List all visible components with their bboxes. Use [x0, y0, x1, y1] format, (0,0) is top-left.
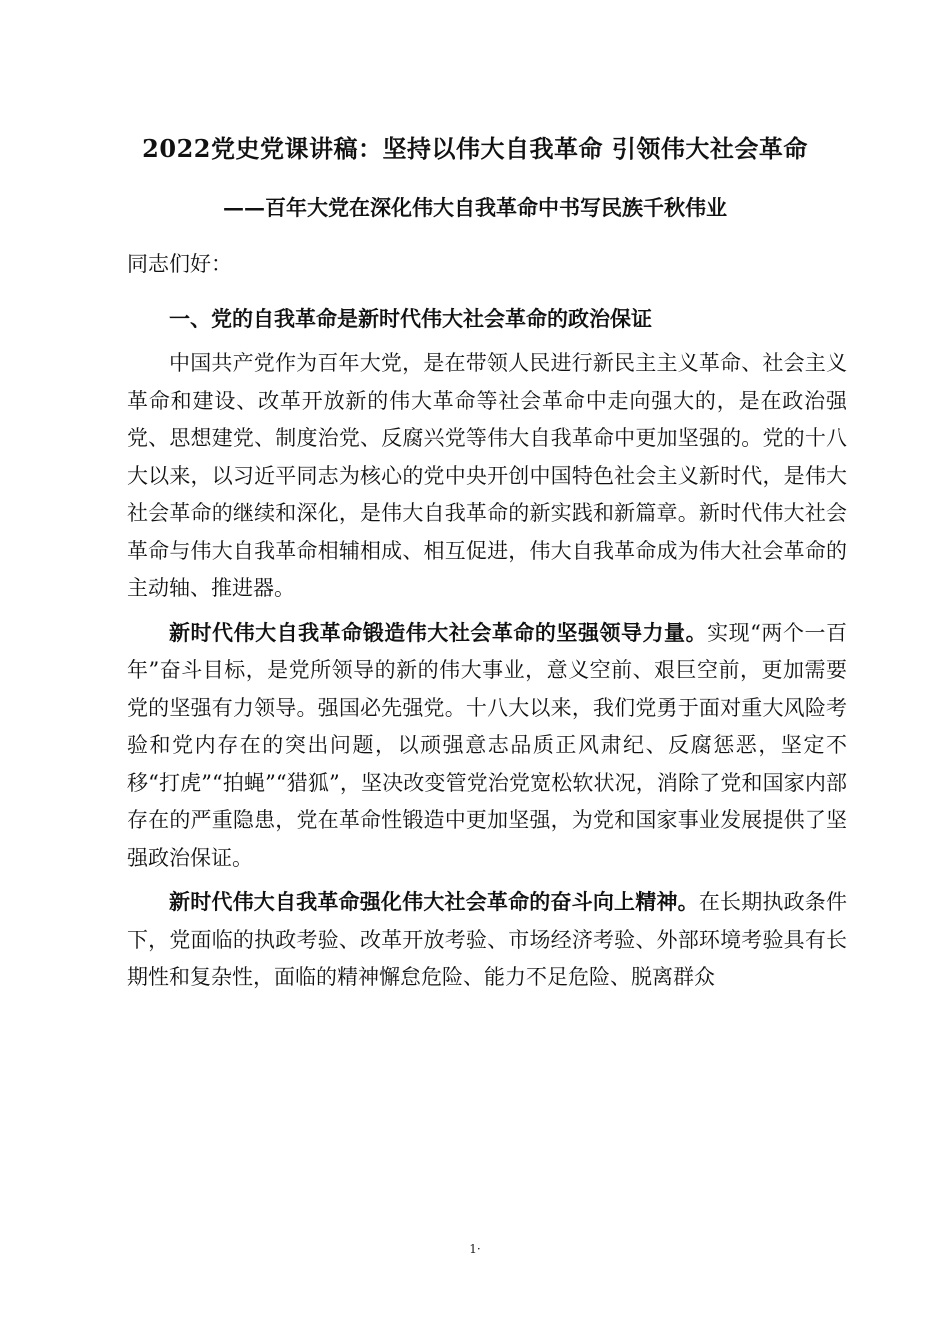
paragraph-2-text: 实现“两个一百年”奋斗目标，是党所领导的新的伟大事业，意义空前、艰巨空前，更加需要党的坚强有力领导。强国必先强党。十八大以来，我们党勇于面对重大风险考验和党内存在的突出问题，以顽强意志品质正风肃纪、反腐惩恶，坚定不移“打虎”“拍蝇”“猎狐”，坚决改变管党治党宽松软状况，消除了党和国家内部存在的严重隐患，党在革命性锻造中更加坚强，为党和国家事业发展提供了坚强政治保证。: [127, 620, 847, 870]
greeting: 同志们好：: [127, 252, 232, 276]
paragraph-1: [127, 345, 847, 608]
page-number: 1·: [469, 1242, 481, 1256]
document-title: 2022党史党课讲稿：坚持以伟大自我革命 引领伟大社会革命: [142, 134, 808, 163]
paragraph-3-lead: 新时代伟大自我革命强化伟大社会革命的奋斗向上精神。: [169, 889, 699, 914]
paragraph-3-text: 在长期执政条件下，党面临的执政考验、改革开放考验、市场经济考验、外部环境考验具有长期性和复杂性，面临的精神懈怠危险、能力不足危险、脱离群众: [127, 890, 848, 989]
paragraph-2: [127, 614, 847, 878]
document-subtitle: ——百年大党在深化伟大自我革命中书写民族千秋伟业: [223, 195, 727, 220]
paragraph-2-lead: 新时代伟大自我革命锻造伟大社会革命的坚强领导力量。: [169, 619, 708, 645]
document-body: [127, 246, 847, 1003]
section-heading: 一、党的自我革命是新时代伟大社会革命的政治保证: [169, 305, 652, 331]
paragraph-3: [127, 883, 847, 997]
paragraph-1-text: 中国共产党作为百年大党，是在带领人民进行新民主主义革命、社会主义革命和建设、改革开放新的伟大革命等社会革命中走向强大的，是在政治强党、思想建党、制度治党、反腐兴党等伟大自我革命中更加坚强的。党的十八大以来，以习近平同志为核心的党中央开创中国特色社会主义新时代，是伟大社会革命的继续和深化，是伟大自我革命的新实践和新篇章。新时代伟大社会革命与伟大自我革命相辅相成、相互促进，伟大自我革命成为伟大社会革命的主动轴、推进器。: [127, 351, 847, 600]
